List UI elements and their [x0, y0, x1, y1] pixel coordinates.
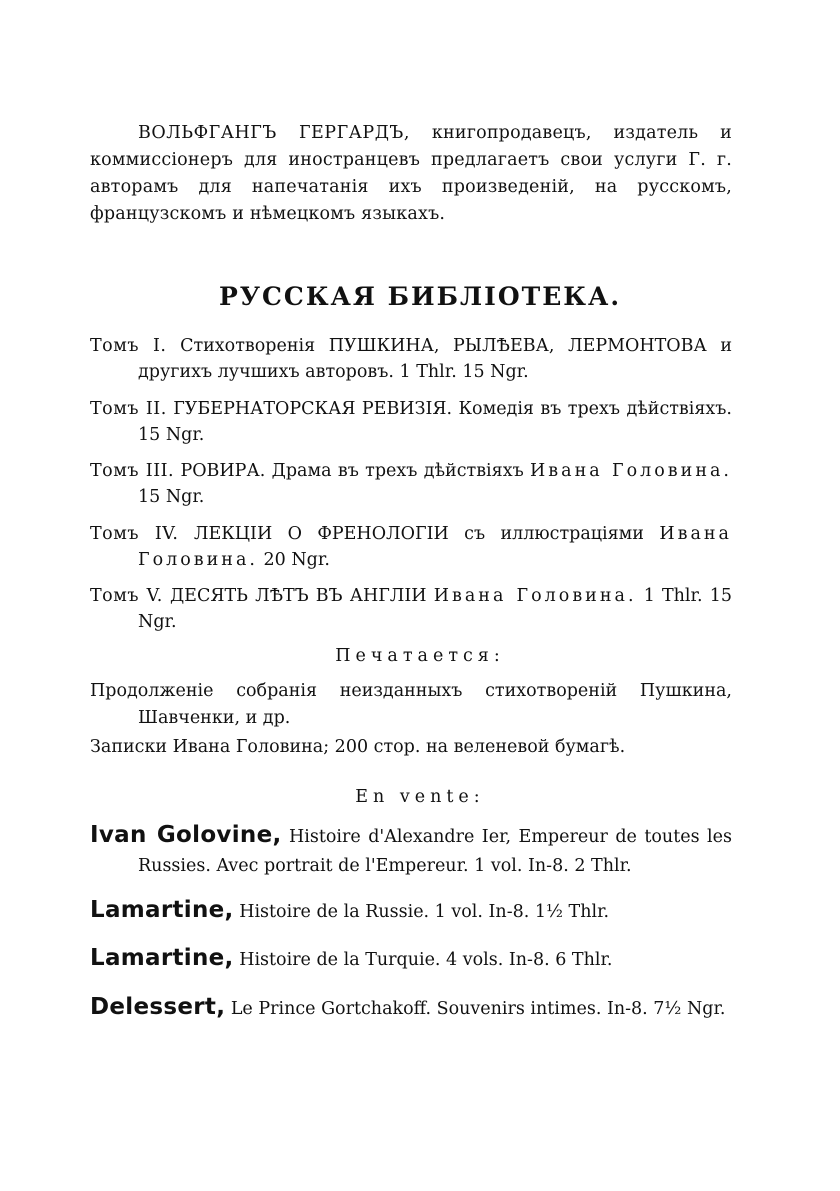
for-sale-heading: En vente: [355, 787, 485, 807]
volume-text: Стихотворенія ПУШКИНА, РЫЛѢЕВА, ЛЕРМОНТОВА и другихъ лучшихъ авторовъ. 1 Thlr. 15 Ngr. [138, 336, 732, 383]
volume-author: Ивана Головина. [433, 586, 637, 606]
volume-item [90, 458, 732, 511]
publisher-name: ВОЛЬФГАНГЪ ГЕРГАРДЪ, [138, 123, 410, 143]
sale-author: Ivan Golovine, [90, 822, 282, 848]
sale-item [90, 990, 732, 1025]
volume-price: 1 Thlr. 15 Ngr. [138, 586, 732, 633]
volume-title: ЛЕКЦІИ О ФРЕНОЛОГІИ съ иллюстраціями [193, 523, 644, 544]
sale-description: Histoire de la Russie. 1 vol. In-8. 1½ Thlr. [239, 901, 610, 922]
volume-item [90, 583, 732, 636]
volume-price: 20 Ngr. [263, 549, 330, 570]
volume-item [90, 396, 732, 449]
volume-author: Ивана Головина. [530, 461, 732, 481]
volume-label: Томъ V. [90, 586, 163, 606]
for-sale-list [90, 818, 732, 1038]
printing-item: Записки Ивана Головина; 200 стор. на веленевой бумагѣ. [90, 737, 626, 758]
volume-author: Ивана Головина. [138, 523, 732, 570]
volume-list [90, 333, 732, 646]
sale-author: Lamartine, [90, 896, 234, 923]
volume-item [90, 333, 732, 386]
volume-title: РОВИРА. Драма въ трехъ дѣйствіяхъ [180, 461, 524, 481]
sale-author: Delessert, [90, 993, 226, 1020]
sale-item [90, 818, 732, 879]
publisher-intro-paragraph [90, 120, 732, 229]
volume-label: Томъ I. [90, 336, 167, 356]
library-heading: РУССКАЯ БИБЛІОТЕКА. [218, 282, 622, 311]
sale-description: Le Prince Gortchakoff. Souvenirs intimes. In-8. 7½ Ngr. [230, 998, 726, 1019]
sale-item [90, 941, 732, 976]
volume-label: Томъ IV. [90, 523, 179, 544]
printing-list [90, 678, 732, 763]
volume-title: ДЕСЯТЬ ЛѢТЪ ВЪ АНГЛІИ [169, 586, 427, 606]
publisher-intro-text: книгопродавецъ, издатель и коммиссіонеръ для иностранцевъ предлагаетъ свои услуги Г. г. авторамъ для напечатанія ихъ произведеній, на русскомъ, французскомъ и нѣмецкомъ языкахъ. [90, 123, 733, 225]
sale-description: Histoire de la Turquie. 4 vols. In-8. 6 Thlr. [239, 950, 613, 971]
printing-heading: Печатается: [335, 646, 505, 666]
volume-label: Томъ III. [90, 461, 175, 481]
volume-price: 15 Ngr. [138, 487, 205, 508]
volume-text: ГУБЕРНАТОРСКАЯ РЕВИЗІЯ. Комедія въ трехъ дѣйствіяхъ. 15 Ngr. [138, 398, 732, 445]
printing-item: Продолженіе собранія неизданныхъ стихотвореній Пушкина, Шавченки, и др. [90, 681, 732, 729]
volume-item [90, 521, 732, 574]
sale-author: Lamartine, [90, 945, 234, 972]
volume-label: Томъ II. [90, 398, 167, 419]
sale-item [90, 893, 732, 928]
sale-description: Histoire d'Alexandre Ier, Empereur de toutes les Russies. Avec portrait de l'Empereur. 1 vol. In-8. 2 Thlr. [138, 827, 732, 876]
